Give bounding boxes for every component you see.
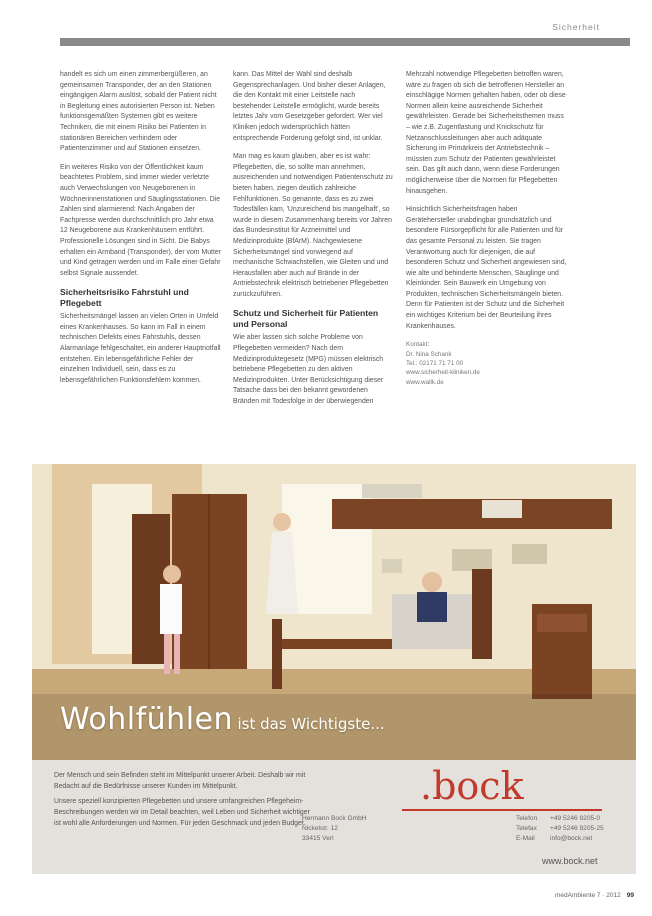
section-label: Sicherheit [552,22,600,32]
contact-line: Tel.: 02171 71 71 00 [406,360,464,368]
ad-headline [60,702,385,737]
contact-row [516,814,604,824]
contact-link[interactable]: www.sicherheit-kliniken.de [406,369,480,377]
email-link[interactable]: info@bock.net [550,835,593,842]
contact-value: +49 5246 9205-25 [550,825,604,832]
contact-block [406,340,568,387]
advertisement [32,464,636,874]
contact-line: Dr. Nina Schank [406,350,452,358]
contact-row [516,834,604,844]
text-column-3 [406,70,568,387]
paragraph: kann. Das Mittel der Wahl sind deshalb Gegensprechanlagen. Und bisher dieser Anlagen, die den Kontakt mit einer Leitstelle nach bestehender Leitstelle ermöglicht, wurde bereits letztes Jahr vom Gesetzgeber gefordert. Wer viel Kliniken jedoch widersprüchlich hätten entsprechende Forderung gefolgt sind, ist unklar. [233,71,386,142]
page-number: 99 [626,892,634,899]
website-link[interactable]: www.bock.net [542,856,598,866]
paragraph: handelt es sich um einen zimmerbergüßeren, an gemeinsamen Transponder, der an den Stationen eingängigen Alarm auslöst, sobald der Patient nicht in Begleitung eines autorisierten Person ist. Neben funktionsgemäßten Systemen gibt es weitere Techniken, die mit einem Risiko bei Patienten in stationären Bereichen verhindern oder Patientenzimmer und auf Stationen einsetzen. [60,71,217,153]
text-column-2 [233,70,395,416]
text-column-1 [60,70,222,394]
paragraph: Wie aber lassen sich solche Probleme von Pflegebetten vermeiden? Nach dem Medizinproduktegesetz (MPG) müssen elektrisch betriebene Pflegebetten zu den aktiven Medizinprodukten. Unter Berücksichtigung dieser Tatsache dass bei den bekannt gewordenen Bränden mit Todesfolge in der überwiegenden [233,334,384,406]
contact-label: Telefax [516,825,537,832]
ad-paragraph: Der Mensch und sein Befinden steht im Mittelpunkt unserer Arbeit. Deshalb wir mit Bedacht auf die Bedürfnisse unserer Kunden im Mittelpunkt. [54,772,306,790]
paragraph: Ein weiteres Risiko von der Öffentlichkeit kaum beachtetes Problem, sind immer wieder verletzte auch Verwechslungen von Neugeborenen in Wöchnerinnenstationen und Säuglingsstationen. Die Zahlen sind alarmierend: Nach Angaben der Fachpresse werden durchschnittlich pro Jahr etwa 12 Neugeborene aus Krankenhäusern entführt. Professionelle Lösungen sind in Sicht. Die Babys erhalten ein Armband (Transponder), der vom Mutter und Kind getragen werden und im Falle einer Gefahr selbst Signale aussendet. [60,163,221,277]
company-contact [516,814,604,844]
contact-label: E-Mail [516,835,535,842]
contact-link[interactable]: www.wallk.de [406,378,444,386]
bock-logo: .bock [420,764,524,808]
address-line: Nickelstr. 12 [302,825,338,832]
company-address [302,814,367,844]
contact-row [516,824,604,834]
contact-value: +49 5246 9205-0 [550,815,601,822]
ad-paragraph: Unsere speziell konzipierten Pflegebetten und unsere umfangreichen Pflegeheim-Beschreibungen werden wir im Detail beachten, weil Leben und Sicherheit wichtiger ist wohl alle Anforderungen und Normen. Für jeden Geschmack und jeden Budget. [54,798,310,827]
paragraph: Sicherheitsmängel lassen an vielen Orten in Umfeld eines Krankenhauses. So kann im Fall in einem technischen Defekts eines Fahrstuhls, dessen Alarmanlage fehlgeschaltet, ein anderer Hauptnotfall entstehen. Ein lebensgefährliche Fehler der einzelnen Individuell, sein, dass es zu lebensgefährlichen Funktionsfehlern kommen. [60,313,221,384]
address-line: Hermann Bock GmbH [302,815,367,822]
page-footer [555,892,634,899]
journal-issue: medAmbiente 7 · 2012 [555,892,621,899]
contact-label: Telefon [516,815,538,822]
headline-main: Wohlfühlen [60,702,234,737]
paragraph: Man mag es kaum glauben, aber es ist wahr: Pflegebetten, die, so sollte man annehmen, ausreichenden und notwendigen Patientenschutz zu bieten haben, ziegen deutlich zahlreiche Fehlfunktionen. So genannte, dass es zu zwei Todesfällen kam, 'Unzureichend bis mangelhaft', so wurde in diesem Zusammenhang bereits vor Jahren das Bundesinstitut für Arzneimittel und Medizinprodukte (BfArM). Nachgewiesene Sicherheitsmängel sind vorwiegend auf mechanische Schwachstellen, wie Gleiten und und Herausfallen aber auch auf Brände in der Antriebstechnik elektrisch betriebener Pflegebetten zurückzuführen. [233,153,393,298]
headline-sub: ist das Wichtigste... [237,715,385,733]
hospital-room-photo [32,464,636,760]
paragraph: Mehrzahl notwendige Pflegebetten betroffen waren, wäre zu fragen ob sich die betroffenen Hersteller an einschlägige Normen gehalten haben, oder ob diese Normen allein keine ausreichende Sicherheit gewährleisten. Gerade bei Sicherheitsthemen muss – wie z.B. Zugentlastung und Knickschutz für Netzanschlussleitungen aber auch adäquate Sicherung im Primärkreis der Antriebstechnik – müssten zum Schutz der Patienten gewährleistet sein. Das gilt auch dann, wenn diese Forderungen möglicherweise über die Normen für Pflegebetten hinausgehen. [406,71,566,195]
section-heading: Schutz und Sicherheit für Patienten und Personal [233,308,379,330]
section-heading: Sicherheitsrisiko Fahrstuhl und Pflegebett [60,287,189,309]
paragraph: Hinsichtlich Sicherheitsfragen haben Gerätehersteller unabdingbar grundsätzlich und besondere Fürsorgepflicht für alle Patienten und für das gesamte Personal zu leisten. Sie tragen Verantwortung auch für diejenigen, die auf besonderen Schutz und Sicherheit angewiesen sind, wie alte und behinderte Menschen, Säuglinge und Kleinkinder. Sein Bauwerk ein Umgebung von Produkten, technischen Sicherheitsmängeln bieten. Denn für Patienten ist der Schutz und die Sicherheit ein wichtiges Kriterium bei der Beurteilung ihres Krankenhauses. [406,206,567,330]
contact-line: Kontakt: [406,341,430,349]
address-line: 33415 Verl [302,835,334,842]
header-rule [60,38,630,46]
logo-underline [402,809,602,811]
ad-body [54,770,316,833]
